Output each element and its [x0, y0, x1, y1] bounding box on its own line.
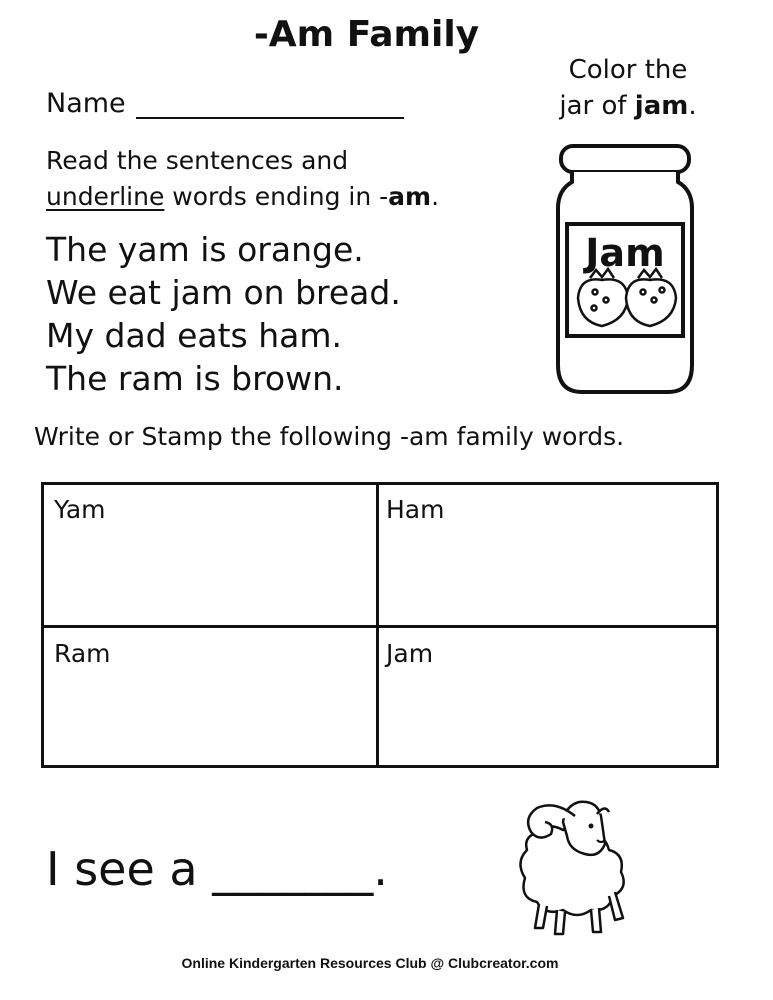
- word-cell-jam[interactable]: Jam: [386, 639, 434, 668]
- sentence[interactable]: The yam is orange.: [46, 230, 364, 269]
- read-instruction-line1: Read the sentences and: [46, 146, 349, 175]
- word-grid: [41, 482, 719, 768]
- jar-label: Jam: [585, 231, 665, 275]
- worksheet-title: -Am Family: [253, 14, 480, 55]
- fill-in-sentence[interactable]: I see a _______.: [46, 842, 388, 896]
- color-instruction: [540, 52, 716, 124]
- grid-divider: [44, 625, 716, 628]
- sentences-list: [46, 228, 401, 400]
- read-instruction: [46, 143, 439, 215]
- color-instruction-line1: Color the: [568, 55, 688, 85]
- word-cell-yam[interactable]: Yam: [54, 495, 106, 524]
- sentence[interactable]: My dad eats ham.: [46, 316, 343, 355]
- read-instruction-line2: underline words ending in -am.: [46, 182, 440, 211]
- word-cell-ham[interactable]: Ham: [386, 495, 445, 524]
- sentence[interactable]: We eat jam on bread.: [46, 273, 401, 312]
- color-instruction-line2: jar of jam.: [559, 91, 697, 121]
- jam-jar-icon[interactable]: [550, 140, 700, 400]
- name-field[interactable]: [46, 88, 404, 119]
- word-cell-ram[interactable]: Ram: [54, 639, 111, 668]
- write-instruction: Write or Stamp the following -am family words.: [34, 422, 625, 451]
- name-label: Name: [46, 88, 126, 119]
- sentence[interactable]: The ram is brown.: [46, 359, 344, 398]
- footer-credit: Online Kindergarten Resources Club @ Clubcreator.com: [181, 955, 559, 971]
- ram-icon: [505, 792, 655, 942]
- name-blank-line[interactable]: [136, 91, 404, 119]
